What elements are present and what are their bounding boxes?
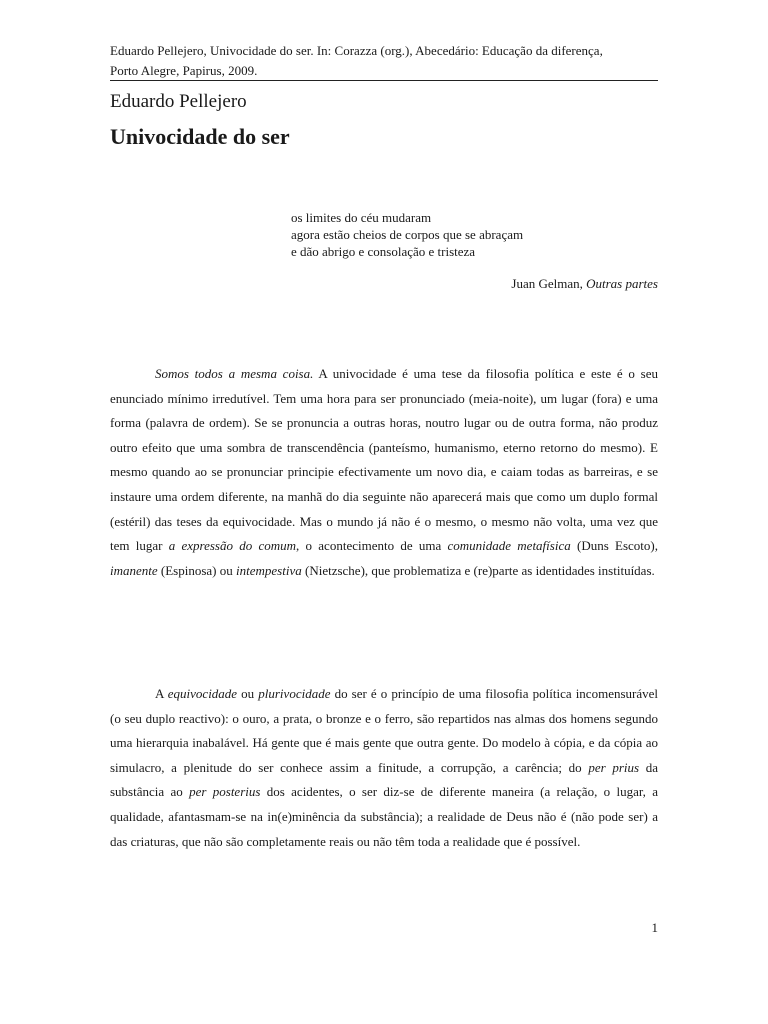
p1-text: (Duns Escoto), bbox=[570, 538, 658, 554]
epigraph-attribution bbox=[300, 275, 658, 292]
body-paragraph-1 bbox=[110, 362, 658, 583]
attribution-work: Outras partes bbox=[586, 276, 658, 291]
p2-text: da substância ao bbox=[110, 759, 658, 800]
p2-text: do ser é o princípio de uma filosofia política incomensurável (o seu duplo reactivo): o ouro, a prata, o bronze e o ferro, são repartidos nas almas dos homens segundo uma hierarquia inabalável. Há gente que é mais gente que outra gente. Do modelo à cópia, e da cópia ao simulacro, a plenitude do ser conhece assim a finitude, a corrupção, a carência; do bbox=[110, 686, 659, 775]
epigraph bbox=[291, 209, 523, 260]
epigraph-line: e dão abrigo e consolação e tristeza bbox=[291, 244, 476, 259]
p2-italic-term: per posterius bbox=[189, 784, 261, 800]
p1-italic-term: comunidade metafísica bbox=[447, 538, 571, 554]
p2-text: dos acidentes, o ser diz-se de diferente maneira (a relação, o lugar, a qualidade, afantasmam-se na in(e)minência da substância); a realidade de Deus não é (não pode ser) a das criaturas, que não são completamente reais ou não têm toda a realidade que é possível. bbox=[110, 784, 659, 849]
p1-text: (Espinosa) ou bbox=[157, 562, 237, 578]
p2-italic-term: plurivocidade bbox=[258, 686, 331, 701]
article-title: Univocidade do ser bbox=[110, 124, 290, 149]
p2-italic-term: per prius bbox=[588, 759, 640, 775]
p1-italic-term: a expressão do comum bbox=[168, 538, 297, 554]
p1-italic-term: intempestiva bbox=[236, 562, 302, 578]
p2-text: A bbox=[155, 686, 168, 701]
epigraph-line: os limites do céu mudaram bbox=[291, 210, 432, 225]
citation-line-1: Eduardo Pellejero, Univocidade do ser. In: Corazza (org.), Abecedário: Educação da diferença, bbox=[110, 43, 603, 58]
attribution-author: Juan Gelman, bbox=[511, 276, 587, 291]
author-name: Eduardo Pellejero bbox=[110, 91, 247, 112]
p1-italic-term: imanente bbox=[110, 562, 158, 578]
p2-text: ou bbox=[237, 686, 259, 701]
p1-text: (Nietzsche), que problematiza e (re)parte as identidades instituídas. bbox=[301, 562, 655, 578]
p1-text: A univocidade é uma tese da filosofia política e este é o seu enunciado mínimo irredutível. Tem uma hora para ser pronunciado (meia-noite), um lugar (fora) e uma forma (palavra de ordem). Se se pronuncia a outras horas, noutro lugar ou de outra forma, não produz outro efeito que uma sombra de transcendência (panteísmo, humanismo, eterno retorno do mesmo). E mesmo quando ao se pronunciar principie efectivamente um novo dia, e caiam todas as barreiras, e se instaure uma ordem diferente, na manhã do dia seguinte não aparecerá mais que como um duplo formal (estéril) das teses da equivocidade. Mas o mundo já não é o mesmo, o mesmo não volta, uma vez que tem lugar bbox=[110, 366, 658, 554]
p1-italic-opening: Somos todos a mesma coisa. bbox=[155, 366, 314, 381]
body-paragraph-2 bbox=[110, 682, 658, 854]
page-number: 1 bbox=[651, 920, 658, 935]
header-divider bbox=[110, 80, 658, 81]
citation-line-2: Porto Alegre, Papirus, 2009. bbox=[110, 63, 258, 78]
p2-italic-term: equivocidade bbox=[167, 686, 238, 701]
epigraph-line: agora estão cheios de corpos que se abraçam bbox=[291, 227, 524, 242]
citation-header bbox=[110, 41, 658, 81]
p1-text: , o acontecimento de uma bbox=[296, 538, 448, 554]
